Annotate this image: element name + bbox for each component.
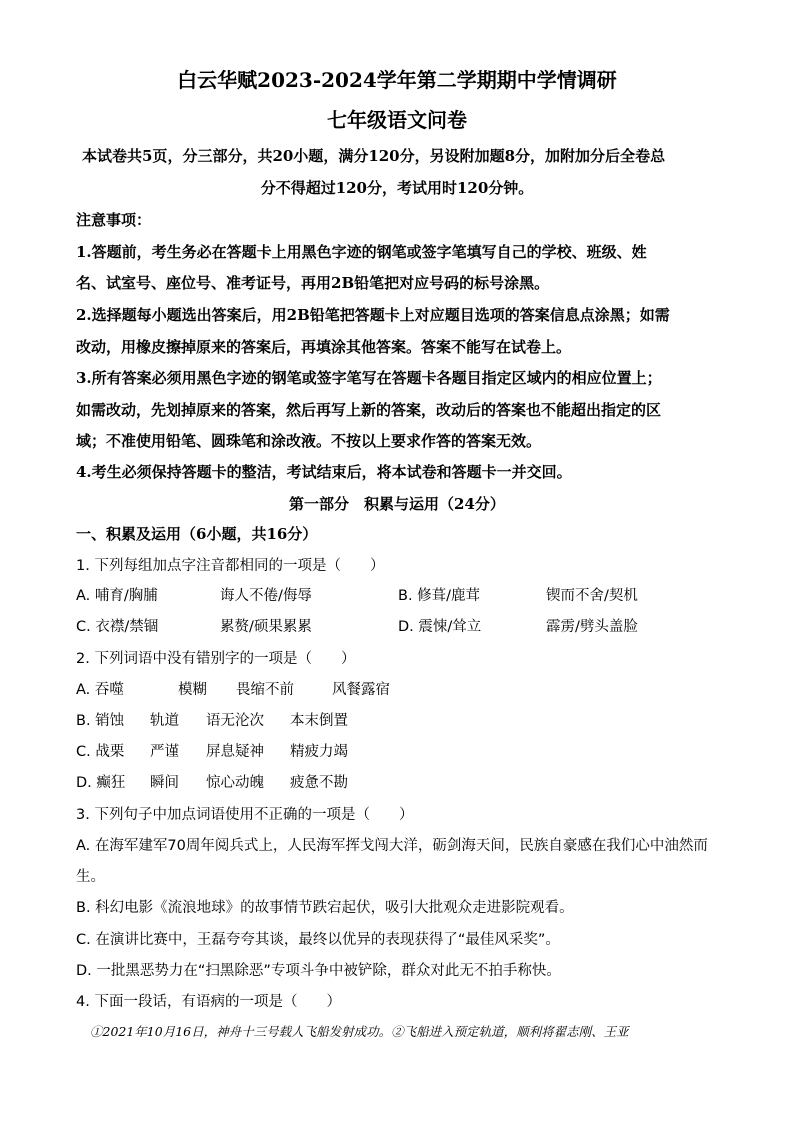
q2-b-word-3: 语无沦次: [206, 713, 264, 729]
q1-option-b2: 锲而不舍/契机: [546, 588, 638, 604]
q1-option-d1: D. 震悚/耸立: [398, 619, 482, 635]
q1-option-c1: C. 衣襟/禁锢: [76, 619, 159, 635]
q3-option-c: C. 在演讲比赛中，王磊夸夸其谈，最终以优异的表现获得了“最佳风采奖”。: [76, 932, 560, 948]
q2-d-word-3: 惊心动魄: [206, 775, 264, 791]
notes-heading: 注意事项：: [76, 211, 152, 229]
note-1-line-1: 1.答题前，考生务必在答题卡上用黑色字迹的钢笔或签字笔填写自己的学校、班级、姓: [76, 243, 647, 261]
q2-a-word-3: 畏缩不前: [236, 682, 294, 698]
q1-option-a2: 诲人不倦/侮辱: [220, 588, 312, 604]
q3-option-a-line-2: 生。: [76, 869, 105, 885]
note-3-line-1: 3.所有答案必须用黑色字迹的钢笔或签字笔写在答题卡各题目指定区域内的相应位置上；: [76, 369, 662, 387]
note-2-line-1: 2.选择题每小题选出答案后，用2B铅笔把答题卡上对应题目选项的答案信息点涂黑；如需: [76, 306, 670, 324]
q2-d-word-1: D. 癫狂: [76, 775, 126, 791]
q2-b-word-4: 本末倒置: [290, 713, 348, 729]
q2-a-word-1: A. 吞噬: [76, 682, 124, 698]
q3-stem: 3. 下列句子中加点词语使用不正确的一项是（ ）: [76, 807, 414, 823]
q3-option-d: D. 一批黑恶势力在“扫黑除恶”专项斗争中被铲除，群众对此无不拍手称快。: [76, 963, 561, 979]
q3-option-a-line-1: A. 在海军建军70周年阅兵式上，人民海军挥戈闯大洋，砺剑海天间，民族自豪感在我们心中油然而: [76, 838, 708, 854]
q1-option-b1: B. 修葺/鹿茸: [398, 588, 481, 604]
q1-option-d2: 霹雳/劈头盖脸: [546, 619, 638, 635]
q1-option-a1: A. 哺育/胸脯: [76, 588, 158, 604]
note-3-line-3: 域；不准使用铅笔、圆珠笔和涂改液。不按以上要求作答的答案无效。: [76, 432, 542, 450]
q2-c-word-1: C. 战栗: [76, 744, 125, 760]
q2-d-word-4: 疲惫不勘: [290, 775, 348, 791]
q3-option-b: B. 科幻电影《流浪地球》的故事情节跌宕起伏，吸引大批观众走进影院观看。: [76, 900, 574, 916]
q2-d-word-2: 瞬间: [150, 775, 179, 791]
q1-stem: 1. 下列每组加点字注音都相同的一项是（ ）: [76, 558, 385, 574]
q1-option-c2: 累赘/硕果累累: [220, 619, 312, 635]
note-1-line-2: 名、试室号、座位号、准考证号，再用2B铅笔把对应号码的标号涂黑。: [76, 274, 550, 292]
exam-subtitle: 七年级语文问卷: [327, 108, 467, 132]
q2-c-word-4: 精疲力竭: [290, 744, 348, 760]
q2-b-word-2: 轨道: [150, 713, 179, 729]
note-4-line-1: 4.考生必须保持答题卡的整洁，考试结束后，将本试卷和答题卡一并交回。: [76, 463, 572, 481]
part1-heading: 第一部分 积累与运用（24分）: [289, 495, 505, 513]
q4-stem: 4. 下面一段话，有语病的一项是（ ）: [76, 994, 341, 1010]
intro-line-1: 本试卷共5页，分三部分，共20小题，满分120分，另设附加题8分，加附加分后全卷总: [82, 147, 666, 165]
q2-c-word-3: 屏息疑神: [206, 744, 264, 760]
q2-a-word-2: 模糊: [178, 682, 207, 698]
note-3-line-2: 如需改动，先划掉原来的答案，然后再写上新的答案，改动后的答案也不能超出指定的区: [76, 401, 662, 419]
q4-passage: ①2021年10月16日，神舟十三号载人飞船发射成功。②飞船进入预定轨道，顺利将翟志刚、王亚: [90, 1024, 629, 1039]
note-2-line-2: 改动，用橡皮擦掉原来的答案后，再填涂其他答案。答案不能写在试卷上。: [76, 338, 572, 356]
q2-a-word-4: 风餐露宿: [332, 682, 390, 698]
section-1-heading: 一、积累及运用（6小题，共16分）: [76, 525, 318, 543]
q2-stem: 2. 下列词语中没有错别字的一项是（ ）: [76, 651, 356, 667]
intro-line-2: 分不得超过120分，考试用时120分钟。: [260, 179, 534, 197]
q2-c-word-2: 严谨: [150, 744, 179, 760]
q2-b-word-1: B. 销蚀: [76, 713, 125, 729]
exam-title: 白云华赋2023-2024学年第二学期期中学情调研: [177, 68, 617, 92]
